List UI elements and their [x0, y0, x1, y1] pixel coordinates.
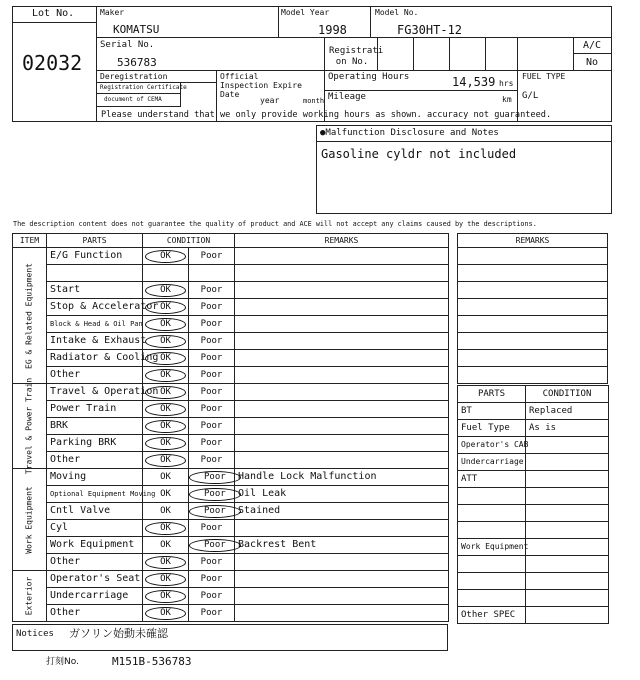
- operating-hours-label: Operating Hours: [328, 72, 410, 82]
- inspection-row: [13, 503, 449, 520]
- inspection-row: [13, 401, 449, 418]
- inspection-row: [13, 486, 449, 503]
- right-remarks-cell: [458, 367, 608, 384]
- condition-ok-cell: [143, 605, 189, 622]
- right-parts-row: [458, 556, 609, 573]
- right-part-condition: [526, 471, 609, 488]
- part-name: Power Train: [47, 401, 143, 418]
- part-name: Optional Equipment Moving: [47, 486, 143, 503]
- part-name: Intake & Exhaust: [47, 333, 143, 350]
- inspection-table: [12, 233, 449, 622]
- right-condition-header: CONDITION: [526, 386, 609, 403]
- poor-circled: Poor: [189, 505, 241, 518]
- remark-cell: [235, 248, 449, 265]
- ok-option: OK: [160, 505, 171, 516]
- condition-ok-cell: [143, 452, 189, 469]
- right-part-condition: [526, 505, 609, 522]
- right-part-name: Other SPEC: [458, 607, 526, 624]
- condition-ok-cell: [143, 520, 189, 537]
- part-name: Other: [47, 605, 143, 622]
- poor-option: Poor: [200, 318, 223, 329]
- part-name: Travel & Operation: [47, 384, 143, 401]
- condition-ok-cell: [143, 265, 189, 282]
- operating-hours-value: 14,539: [452, 75, 496, 89]
- remark-cell: Handle Lock Malfunction: [235, 469, 449, 486]
- right-part-name: ATT: [458, 471, 526, 488]
- item-header: ITEM: [13, 234, 47, 248]
- registration-certificate-label: Registration Certificate: [100, 84, 187, 91]
- poor-option: Poor: [200, 301, 223, 312]
- part-name: Other: [47, 452, 143, 469]
- remark-cell: [235, 588, 449, 605]
- right-remarks-cell: [458, 316, 608, 333]
- item-group-label: Work Equipment: [24, 485, 34, 554]
- condition-poor-cell: [189, 367, 235, 384]
- condition-ok-cell: [143, 248, 189, 265]
- malfunction-text: Gasoline cyldr not included: [321, 147, 517, 161]
- remark-cell: [235, 333, 449, 350]
- part-name: Cyl: [47, 520, 143, 537]
- remark-cell: Stained: [235, 503, 449, 520]
- hrs-unit: hrs: [499, 79, 514, 88]
- poor-option: Poor: [200, 369, 223, 380]
- right-part-condition: [526, 522, 609, 539]
- right-part-name: Operator's CAB: [458, 437, 526, 454]
- right-part-condition: Replaced: [526, 403, 609, 420]
- poor-option: Poor: [200, 420, 223, 431]
- ok-circled: OK: [145, 352, 186, 365]
- ok-circled: OK: [145, 403, 186, 416]
- right-parts-row: [458, 573, 609, 590]
- poor-option: Poor: [200, 590, 223, 601]
- part-name: Radiator & Cooling: [47, 350, 143, 367]
- condition-poor-cell: [189, 537, 235, 554]
- ac-value: No: [586, 57, 599, 68]
- right-part-name: Fuel Type: [458, 420, 526, 437]
- fuel-type-label: FUEL TYPE: [522, 72, 566, 81]
- right-parts-header: PARTS: [458, 386, 526, 403]
- right-remarks-cell: [458, 265, 608, 282]
- item-group-label: EG & Related Equipment: [24, 262, 34, 369]
- part-name: Operator's Seat: [47, 571, 143, 588]
- inspection-row: [13, 418, 449, 435]
- inspection-row: [13, 316, 449, 333]
- right-remarks-row: [458, 350, 608, 367]
- right-remarks-cell: [458, 333, 608, 350]
- poor-option: Poor: [200, 607, 223, 618]
- parts-header: PARTS: [47, 234, 143, 248]
- ok-circled: OK: [145, 369, 186, 382]
- right-part-condition: [526, 454, 609, 471]
- inspection-row: [13, 384, 449, 401]
- condition-ok-cell: [143, 282, 189, 299]
- condition-poor-cell: [189, 571, 235, 588]
- inspection-row: [13, 554, 449, 571]
- condition-poor-cell: [189, 333, 235, 350]
- condition-ok-cell: [143, 384, 189, 401]
- condition-poor-cell: [189, 605, 235, 622]
- ok-circled: OK: [145, 420, 186, 433]
- right-parts-row: [458, 505, 609, 522]
- condition-poor-cell: [189, 435, 235, 452]
- stamp-label: 打刻No.: [46, 657, 79, 667]
- part-name: [47, 265, 143, 282]
- inspection-row: [13, 248, 449, 265]
- poor-circled: Poor: [189, 471, 241, 484]
- ac-label: A/C: [583, 40, 602, 51]
- right-part-condition: [526, 488, 609, 505]
- inspection-row: [13, 282, 449, 299]
- mileage-label: Mileage: [328, 92, 366, 102]
- part-name: Start: [47, 282, 143, 299]
- condition-ok-cell: [143, 503, 189, 520]
- right-part-name: Undercarriage: [458, 454, 526, 471]
- part-name: Block & Head & Oil Pan: [47, 316, 143, 333]
- condition-poor-cell: [189, 588, 235, 605]
- condition-poor-cell: [189, 265, 235, 282]
- malfunction-label: ●Malfunction Disclosure and Notes: [320, 128, 499, 138]
- fuel-type-value: G/L: [522, 91, 539, 101]
- inspection-row: [13, 605, 449, 622]
- condition-poor-cell: [189, 384, 235, 401]
- condition-ok-cell: [143, 333, 189, 350]
- part-name: Other: [47, 554, 143, 571]
- document-cema-label: document of CEMA: [104, 96, 162, 103]
- right-parts-row: [458, 471, 609, 488]
- right-remarks-cell: [458, 299, 608, 316]
- inspection-row: [13, 435, 449, 452]
- right-parts-row: [458, 454, 609, 471]
- poor-option: Poor: [200, 352, 223, 363]
- ok-circled: OK: [145, 284, 186, 297]
- part-name: E/G Function: [47, 248, 143, 265]
- right-parts-row: [458, 437, 609, 454]
- right-part-condition: As is: [526, 420, 609, 437]
- notices-label: Notices: [16, 629, 54, 639]
- maker-label: Maker: [100, 8, 125, 17]
- ok-circled: OK: [145, 454, 186, 467]
- ok-circled: OK: [145, 573, 186, 586]
- right-part-name: Work Equipment: [458, 539, 526, 556]
- condition-header: CONDITION: [143, 234, 235, 248]
- condition-poor-cell: [189, 316, 235, 333]
- condition-poor-cell: [189, 486, 235, 503]
- poor-option: Poor: [200, 284, 223, 295]
- part-name: Parking BRK: [47, 435, 143, 452]
- right-remarks-row: [458, 316, 608, 333]
- inspection-row: [13, 537, 449, 554]
- notices-text: ガソリン始動未確認: [69, 627, 168, 640]
- poor-option: Poor: [200, 573, 223, 584]
- ok-option: OK: [160, 488, 171, 499]
- official-inspection-label: Official Inspection Expire Date: [220, 72, 302, 99]
- deregistration-label: Deregistration: [100, 72, 168, 81]
- poor-option: Poor: [200, 250, 223, 261]
- right-remarks-table: [457, 233, 608, 384]
- remark-cell: [235, 418, 449, 435]
- right-remarks-cell: [458, 282, 608, 299]
- right-part-condition: [526, 539, 609, 556]
- ok-circled: OK: [145, 335, 186, 348]
- right-parts-row: [458, 522, 609, 539]
- poor-circled: Poor: [189, 539, 241, 552]
- part-name: Other: [47, 367, 143, 384]
- ok-circled: OK: [145, 437, 186, 450]
- model-no-value: FG30HT-12: [397, 23, 463, 37]
- remark-cell: [235, 265, 449, 282]
- item-group-cell: [13, 571, 47, 622]
- item-group-label: Travel & Power Train: [24, 377, 34, 475]
- remark-cell: [235, 401, 449, 418]
- condition-poor-cell: [189, 520, 235, 537]
- model-year-label: Model Year: [281, 8, 330, 17]
- item-group-label: Exterior: [24, 576, 34, 616]
- ok-circled: OK: [145, 607, 186, 620]
- condition-poor-cell: [189, 418, 235, 435]
- part-name: BRK: [47, 418, 143, 435]
- condition-ok-cell: [143, 367, 189, 384]
- right-remarks-row: [458, 367, 608, 384]
- right-remarks-row: [458, 333, 608, 350]
- condition-poor-cell: [189, 469, 235, 486]
- maker-value: KOMATSU: [113, 23, 160, 36]
- poor-option: Poor: [200, 437, 223, 448]
- hours-notice: Please understand that we only provide working hours as shown. accuracy not guaranteed.: [101, 110, 552, 120]
- remark-cell: Oil Leak: [235, 486, 449, 503]
- poor-option: Poor: [200, 335, 223, 346]
- remark-cell: [235, 316, 449, 333]
- poor-option: Poor: [200, 522, 223, 533]
- remark-cell: [235, 554, 449, 571]
- poor-option: Poor: [200, 556, 223, 567]
- right-parts-row: [458, 420, 609, 437]
- inspection-row: [13, 350, 449, 367]
- ok-option: OK: [160, 539, 171, 550]
- registration-label: Registrati on No.: [329, 46, 384, 67]
- right-part-name: [458, 488, 526, 505]
- poor-option: Poor: [200, 386, 223, 397]
- condition-ok-cell: [143, 554, 189, 571]
- right-part-name: [458, 590, 526, 607]
- inspection-row: [13, 469, 449, 486]
- right-part-condition: [526, 556, 609, 573]
- remark-cell: [235, 452, 449, 469]
- inspection-row: [13, 588, 449, 605]
- part-name: Stop & Accelerator: [47, 299, 143, 316]
- condition-poor-cell: [189, 282, 235, 299]
- condition-poor-cell: [189, 248, 235, 265]
- right-parts-row: [458, 488, 609, 505]
- right-part-condition: [526, 437, 609, 454]
- condition-ok-cell: [143, 588, 189, 605]
- ok-circled: OK: [145, 386, 186, 399]
- right-part-name: [458, 573, 526, 590]
- condition-poor-cell: [189, 401, 235, 418]
- model-no-label: Model No.: [375, 8, 419, 17]
- remark-cell: [235, 367, 449, 384]
- remark-cell: [235, 435, 449, 452]
- item-group-cell: [13, 469, 47, 571]
- remarks-header: REMARKS: [235, 234, 449, 248]
- remark-cell: [235, 299, 449, 316]
- inspection-row: [13, 333, 449, 350]
- ok-circled: OK: [145, 590, 186, 603]
- km-unit: km: [502, 95, 512, 104]
- right-remarks-row: [458, 299, 608, 316]
- model-year-value: 1998: [318, 23, 347, 37]
- right-remarks-cell: [458, 248, 608, 265]
- inspection-row: [13, 520, 449, 537]
- remark-cell: [235, 384, 449, 401]
- right-remarks-row: [458, 265, 608, 282]
- ok-circled: OK: [145, 318, 186, 331]
- remark-cell: [235, 350, 449, 367]
- serial-no-value: 536783: [117, 56, 157, 69]
- right-remarks-header: REMARKS: [458, 234, 608, 248]
- ok-circled: OK: [145, 556, 186, 569]
- condition-ok-cell: [143, 435, 189, 452]
- condition-ok-cell: [143, 571, 189, 588]
- remark-cell: [235, 571, 449, 588]
- month-label: month: [303, 97, 325, 105]
- condition-poor-cell: [189, 299, 235, 316]
- remark-cell: Backrest Bent: [235, 537, 449, 554]
- condition-ok-cell: [143, 350, 189, 367]
- ok-circled: OK: [145, 301, 186, 314]
- disclaimer: The description content does not guarantee the quality of product and ACE will not accept any claims caused by the descriptions.: [13, 220, 537, 228]
- part-name: Work Equipment: [47, 537, 143, 554]
- year-label: year: [260, 96, 280, 105]
- inspection-row: [13, 452, 449, 469]
- poor-option: Poor: [200, 403, 223, 414]
- condition-ok-cell: [143, 537, 189, 554]
- right-part-name: BT: [458, 403, 526, 420]
- inspection-row: [13, 299, 449, 316]
- right-parts-row: [458, 403, 609, 420]
- lot-no-value: 02032: [22, 51, 83, 75]
- right-parts-row: [458, 607, 609, 624]
- right-parts-row: [458, 590, 609, 607]
- right-remarks-row: [458, 248, 608, 265]
- ok-circled: OK: [145, 522, 186, 535]
- poor-option: Poor: [200, 454, 223, 465]
- lot-no-label: Lot No.: [32, 8, 75, 19]
- condition-poor-cell: [189, 452, 235, 469]
- remark-cell: [235, 520, 449, 537]
- right-part-name: [458, 556, 526, 573]
- stamp-value: M151B-536783: [112, 655, 192, 668]
- condition-ok-cell: [143, 316, 189, 333]
- ok-circled: OK: [145, 250, 186, 263]
- poor-circled: Poor: [189, 488, 241, 501]
- remark-cell: [235, 605, 449, 622]
- right-remarks-row: [458, 282, 608, 299]
- inspection-row: [13, 571, 449, 588]
- part-name: Moving: [47, 469, 143, 486]
- right-parts-row: [458, 539, 609, 556]
- right-part-name: [458, 522, 526, 539]
- inspection-row: [13, 367, 449, 384]
- condition-poor-cell: [189, 554, 235, 571]
- inspection-row: [13, 265, 449, 282]
- right-parts-table: [457, 385, 609, 624]
- serial-no-label: Serial No.: [100, 40, 155, 50]
- item-group-cell: [13, 248, 47, 384]
- part-name: Cntl Valve: [47, 503, 143, 520]
- ok-option: OK: [160, 471, 171, 482]
- item-group-cell: [13, 377, 47, 475]
- condition-ok-cell: [143, 401, 189, 418]
- right-part-condition: [526, 607, 609, 624]
- condition-ok-cell: [143, 299, 189, 316]
- right-part-condition: [526, 590, 609, 607]
- condition-poor-cell: [189, 350, 235, 367]
- remark-cell: [235, 282, 449, 299]
- condition-poor-cell: [189, 503, 235, 520]
- condition-ok-cell: [143, 469, 189, 486]
- right-remarks-cell: [458, 350, 608, 367]
- right-part-name: [458, 505, 526, 522]
- right-part-condition: [526, 573, 609, 590]
- condition-ok-cell: [143, 418, 189, 435]
- part-name: Undercarriage: [47, 588, 143, 605]
